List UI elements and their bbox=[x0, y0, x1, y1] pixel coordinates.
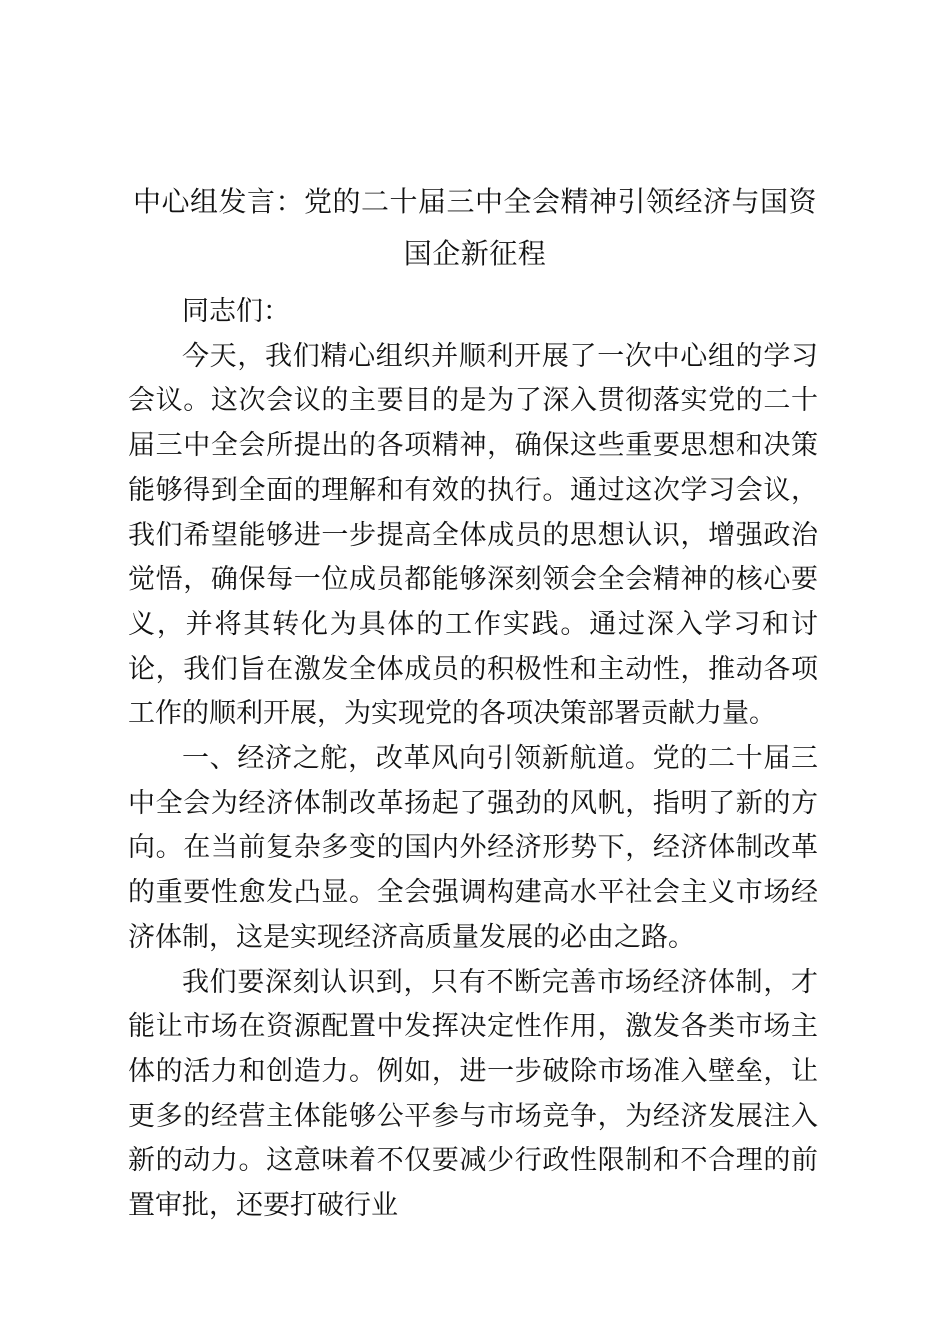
paragraph-section-1: 一、经济之舵，改革风向引领新航道。党的二十届三中全会为经济体制改革扬起了强劲的风帆，指明了新的方向。在当前复杂多变的国内外经济形势下，经济体制改革的重要性愈发凸显。全会强调构建高水平社会主义市场经济体制，这是实现经济高质量发展的必由之路。 bbox=[128, 743, 818, 953]
paragraph-intro: 今天，我们精心组织并顺利开展了一次中心组的学习会议。这次会议的主要目的是为了深入贯彻落实党的二十届三中全会所提出的各项精神，确保这些重要思想和决策能够得到全面的理解和有效的执行。通过这次学习会议，我们希望能够进一步提高全体成员的思想认识，增强政治觉悟，确保每一位成员都能够深刻领会全会精神的核心要义，并将其转化为具体的工作实践。通过深入学习和讨论，我们旨在激发全体成员的积极性和主动性，推动各项工作的顺利开展，为实现党的各项决策部署贡献力量。 bbox=[128, 340, 818, 730]
salutation: 同志们： bbox=[182, 296, 290, 327]
document-body bbox=[128, 290, 818, 1229]
paragraph-market-economy: 我们要深刻认识到，只有不断完善市场经济体制，才能让市场在资源配置中发挥决定性作用，激发各类市场主体的活力和创造力。例如，进一步破除市场准入壁垒，让更多的经营主体能够公平参与市场竞争，为经济发展注入新的动力。这意味着不仅要减少行政性限制和不合理的前置审批，还要打破行业 bbox=[128, 966, 818, 1222]
document-title: 中心组发言：党的二十届三中全会精神引领经济与国资国企新征程 bbox=[132, 185, 817, 270]
